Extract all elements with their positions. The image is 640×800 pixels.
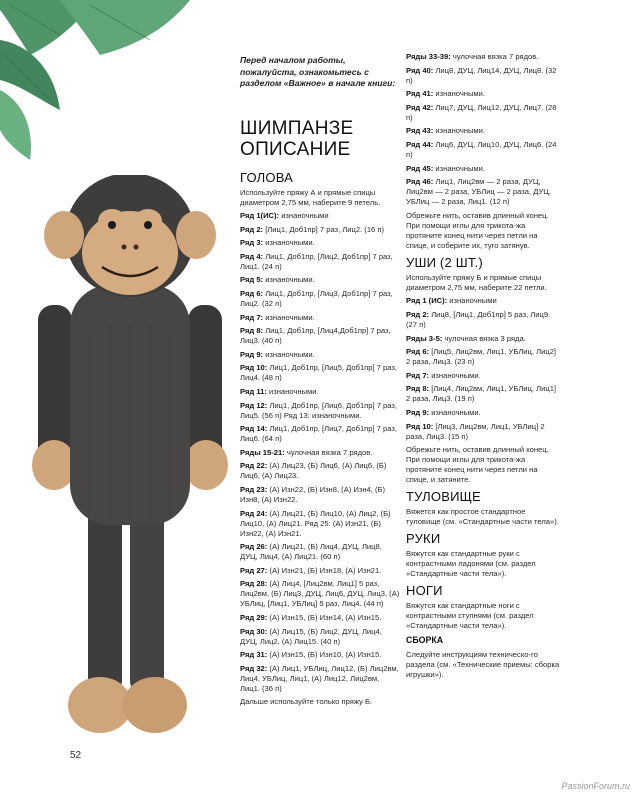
row-instruction: [Лиц3, Лиц2вм, Лиц1, УБЛиц] 2 раза, Лиц3. (15 п): [406, 421, 545, 441]
row-instruction: [Лиц1, Доб1пр] 7 раз, Лиц2. (16 п): [263, 224, 385, 234]
pattern-row: [240, 542, 400, 562]
pattern-row: [406, 347, 560, 367]
right-text-column: [406, 52, 560, 684]
row-instruction: Лиц1, Доб1пр, [Лиц5, Доб1пр] 7 раз, Лиц4. (48 п): [240, 363, 398, 383]
row-instruction: Лиц8, ДУЦ, Лиц14, ДУЦ, Лиц8. (32 п): [406, 65, 557, 85]
row-instruction: Лиц1, Лиц2вм — 2 раза, ДУЦ, Лиц2вм — 2 раза, УБЛиц — 2 раза, ДУЦ, УБЛиц — 2 раза, Лиц1. (12 п): [406, 177, 551, 207]
row-number: Ряд 8:: [406, 384, 430, 394]
row-instruction: (А) Изн21, (Б) Изн18, (А) Изн21.: [267, 565, 382, 575]
row-number: Ряд 11:: [240, 387, 267, 397]
head-finish-note: Обрежьте нить, оставив длинный конец. При помощи иглы для трикота-жа протяните конец нити через петли на спице, и соберите их, туго затянув.: [406, 210, 549, 250]
row-number: Ряд 26:: [240, 542, 268, 552]
row-number: Ряд 12:: [240, 400, 268, 410]
pattern-row: [240, 664, 400, 694]
row-instruction: изнаночными.: [263, 275, 315, 285]
row-instruction: изнаночными.: [263, 312, 315, 322]
pattern-row: [240, 650, 400, 660]
pattern-row: [406, 66, 560, 86]
ears-rows-list: [406, 296, 560, 441]
pattern-row: [406, 140, 560, 160]
arms-text: Вяжутся как стандартные руки с контрастными ладонями (см. раздел «Стандартные части тела»).: [406, 549, 536, 579]
pattern-row: [406, 334, 560, 344]
legs-text: Вяжутся как стандартные ноги с контрастными ступнями (см. раздел «Стандартные части тела»).: [406, 601, 534, 631]
head-rows-list: [240, 211, 400, 694]
pattern-row: [406, 89, 560, 99]
section-ears-title: УШИ (2 ШТ.): [406, 254, 483, 270]
row-instruction: изнаночными.: [433, 89, 485, 99]
row-number: Ряд 43:: [406, 126, 434, 136]
pattern-row: [406, 408, 560, 418]
knitted-chimpanzee-image: [30, 175, 230, 745]
row-number: Ряды 3-5:: [406, 333, 443, 343]
row-number: Ряд 24:: [240, 508, 268, 518]
pattern-row: [406, 422, 560, 442]
pattern-row: [406, 384, 560, 404]
pattern-row: [240, 401, 400, 421]
head-description: Используйте пряжу А и прямые спицы диаметром 2,75 мм, наберите 9 петель.: [240, 187, 381, 207]
row-number: Ряд 9:: [240, 349, 264, 359]
pattern-row: [240, 211, 400, 221]
pattern-row: [240, 387, 400, 397]
pattern-row: [240, 424, 400, 444]
row-instruction: изнаночными: [447, 296, 497, 306]
pattern-row: [240, 225, 400, 235]
pattern-row: [240, 613, 400, 623]
page-title: ШИМПАНЗЕ ОПИСАНИЕ: [240, 117, 354, 160]
pattern-row: [240, 238, 400, 248]
row-instruction: Лиц7, ДУЦ, Лиц12, ДУЦ, Лиц7. (28 п): [406, 102, 557, 122]
row-number: Ряд 14:: [240, 424, 268, 434]
row-instruction: Лиц6, ДУЦ, Лиц10, ДУЦ, Лиц6. (24 п): [406, 139, 557, 159]
row-instruction: (А) Изн22, (Б) Изн8, (А) Изн4, (Б) Изн8, (А) Изн22.: [240, 485, 386, 504]
section-legs-title: НОГИ: [406, 583, 443, 599]
head-after-note: Дальше используйте только пряжу Б.: [240, 697, 373, 707]
ears-description: Используйте пряжу Б и прямые спицы диаметром 2,75 мм, наберите 22 петли.: [406, 272, 547, 292]
pattern-row: [240, 363, 400, 383]
row-instruction: (А) Изн15, (Б) Изн14, (А) Изн15.: [267, 612, 382, 622]
intro-note: Перед началом работы, пожалуйста, ознакомьтесь с разделом «Важное» в начале книги:: [240, 55, 396, 88]
section-head-title: ГОЛОВА: [240, 169, 294, 185]
row-instruction: изнаночными.: [263, 238, 315, 248]
row-number: Ряд 7:: [406, 370, 430, 380]
row-instruction: изнаночными.: [433, 126, 485, 136]
row-number: Ряд 2:: [240, 224, 264, 234]
pattern-row: [240, 566, 400, 576]
row-instruction: Лиц1, Доб1пр, [Лиц3, Доб1пр] 7 раз, Лиц2. (32 п): [240, 289, 393, 309]
row-instruction: изнаночными: [279, 211, 329, 221]
row-number: Ряд 10:: [240, 363, 268, 373]
row-number: Ряд 6:: [240, 289, 264, 299]
row-instruction: чулочная вязка 3 ряда.: [442, 333, 526, 343]
row-number: Ряд 29:: [240, 612, 268, 622]
row-number: Ряд 45:: [406, 163, 434, 173]
row-instruction: [Лиц5, Лиц2вм, Лиц1, УБЛиц, Лиц2] 2 раза, Лиц3. (23 п): [406, 347, 557, 367]
row-number: Ряд 9:: [406, 407, 430, 417]
row-number: Ряд 4:: [240, 251, 264, 261]
row-instruction: (А) Лиц1, УБЛиц, Лиц12, (Б) Лиц2вм, Лиц4, УБЛиц, Лиц1, (А) Лиц12, Лиц2вм, Лиц1. (36 п): [240, 663, 399, 693]
row-number: Ряд 31:: [240, 650, 268, 660]
row-instruction: (А) Лиц21, (Б) Лиц10, (А) Лиц2, (Б) Лиц10, (А) Лиц21. Ряд 25: (А) Изн21, (Б) Изн22, (А) Изн21.: [240, 508, 391, 538]
row-instruction: изнаночными.: [263, 349, 315, 359]
row-number: Ряд 5:: [240, 275, 264, 285]
pattern-row: [240, 461, 400, 481]
row-number: Ряд 1 (ИС):: [406, 296, 448, 306]
row-number: Ряды 15-21:: [240, 447, 285, 457]
pattern-row: [406, 164, 560, 174]
pattern-row: [406, 126, 560, 136]
row-number: Ряд 7:: [240, 312, 264, 322]
body-text: Вяжется как простое стандартное туловище (см. «Стандартные части тела»).: [406, 507, 559, 527]
row-number: Ряд 23:: [240, 485, 268, 494]
row-instruction: (А) Лиц21, (Б) Лиц4, ДУЦ, Лиц8, ДУЦ, Лиц4, (А) Лиц21. (60 п): [240, 542, 382, 562]
row-number: Ряд 3:: [240, 238, 264, 248]
row-number: Ряд 8:: [240, 326, 264, 336]
row-number: Ряд 44:: [406, 139, 434, 149]
row-number: Ряд 32:: [240, 663, 268, 673]
row-instruction: (А) Изн15, (Б) Изн10, (А) Изн15.: [267, 650, 382, 660]
pattern-row: [240, 485, 400, 505]
left-text-column: [240, 55, 400, 711]
row-number: Ряд 1(ИС):: [240, 211, 280, 221]
pattern-row: [240, 252, 400, 272]
row-instruction: чулочная вязка 7 рядов.: [284, 447, 373, 457]
row-instruction: Лиц1, Доб1пр, [Лиц7, Доб1пр] 7 раз, Лиц6. (64 п): [240, 424, 398, 444]
pattern-row: [240, 509, 400, 539]
row-number: Ряды 33-39:: [406, 52, 451, 61]
pattern-row: [406, 296, 560, 306]
pattern-row: [240, 326, 400, 346]
watermark: PassionForum.ru: [561, 781, 630, 791]
row-instruction: изнаночными.: [433, 163, 485, 173]
row-instruction: изнаночными.: [266, 387, 319, 397]
row-number: Ряд 30:: [240, 626, 268, 636]
row-instruction: (А) Лиц23, (Б) Лиц6, (А) Лиц6, (Б) Лиц6, (А) Лиц23.: [240, 461, 387, 481]
head-continued-rows-list: [406, 52, 560, 207]
pattern-row: [406, 371, 560, 381]
pattern-row: [240, 627, 400, 647]
row-number: Ряд 41:: [406, 89, 434, 99]
pattern-row: [240, 579, 400, 609]
section-arms-title: РУКИ: [406, 531, 441, 547]
row-instruction: чулочная вязка 7 рядов.: [450, 52, 539, 61]
section-body-title: ТУЛОВИЩЕ: [406, 489, 481, 505]
row-instruction: Лиц1, Доб1пр, [Лиц4,Доб1пр] 7 раз, Лиц3. (40 п): [240, 326, 391, 346]
row-instruction: (А) Лиц4, [Лиц2вм, Лиц1] 5 раз, Лиц2вм, (Б) Лиц3, ДУЦ, Лиц6, ДУЦ, Лиц3, (А) УБЛиц, [Лиц1, УБЛиц] 5 раз, Лиц4. (44 п): [240, 579, 400, 609]
palm-leaves-illustration: [0, 0, 200, 160]
row-instruction: (А) Лиц15, (Б) Лиц2, ДУЦ, Лиц4, ДУЦ, Лиц2, (А) Лиц15. (40 п): [240, 626, 382, 646]
ears-finish-note: Обрежьте нить, оставив длинный конец. При помощи иглы для трикота-жа протяните конец нити через петли на спице, и затяните.: [406, 445, 549, 485]
row-instruction: изнаночными.: [429, 407, 481, 417]
row-number: Ряд 27:: [240, 565, 268, 575]
pattern-row: [240, 448, 400, 458]
row-number: Ряд 40:: [406, 65, 434, 75]
row-instruction: Лиц1, Доб1пр, [Лиц6, Доб1пр] 7 раз, Лиц5. (56 п) Ряд 13: изнаночными.: [240, 400, 398, 420]
pattern-row: [240, 350, 400, 360]
pattern-row: [240, 289, 400, 309]
row-number: Ряд 46:: [406, 177, 434, 187]
row-number: Ряд 22:: [240, 461, 268, 471]
pattern-row: [406, 177, 560, 207]
row-number: Ряд 28:: [240, 579, 268, 589]
pattern-row: [406, 103, 560, 123]
assembly-text: Следуйте инструкциям техническо-го раздела (см. «Технические приемы: сборка игрушки»).: [406, 650, 560, 680]
row-instruction: [Лиц4, Лиц2вм, Лиц1, УБЛиц, Лиц1] 2 раза, Лиц3. (19 п): [406, 384, 557, 404]
pattern-row: [240, 313, 400, 323]
row-instruction: Лиц1, Доб1пр, [Лиц2, Доб1пр] 7 раз, Лиц1. (24 п): [240, 251, 393, 271]
section-assembly-title: СБОРКА: [406, 635, 444, 646]
row-number: Ряд 2:: [406, 309, 430, 319]
pattern-row: [406, 52, 560, 62]
row-number: Ряд 6:: [406, 347, 430, 357]
row-instruction: изнаночными.: [429, 370, 481, 380]
row-instruction: Лиц8, [Лиц1, Доб1пр] 5 раз, Лиц9. (27 п): [406, 309, 551, 329]
row-number: Ряд 10:: [406, 421, 434, 431]
page-number: 52: [70, 750, 82, 761]
pattern-row: [406, 310, 560, 330]
pattern-row: [240, 275, 400, 285]
row-number: Ряд 42:: [406, 102, 434, 112]
